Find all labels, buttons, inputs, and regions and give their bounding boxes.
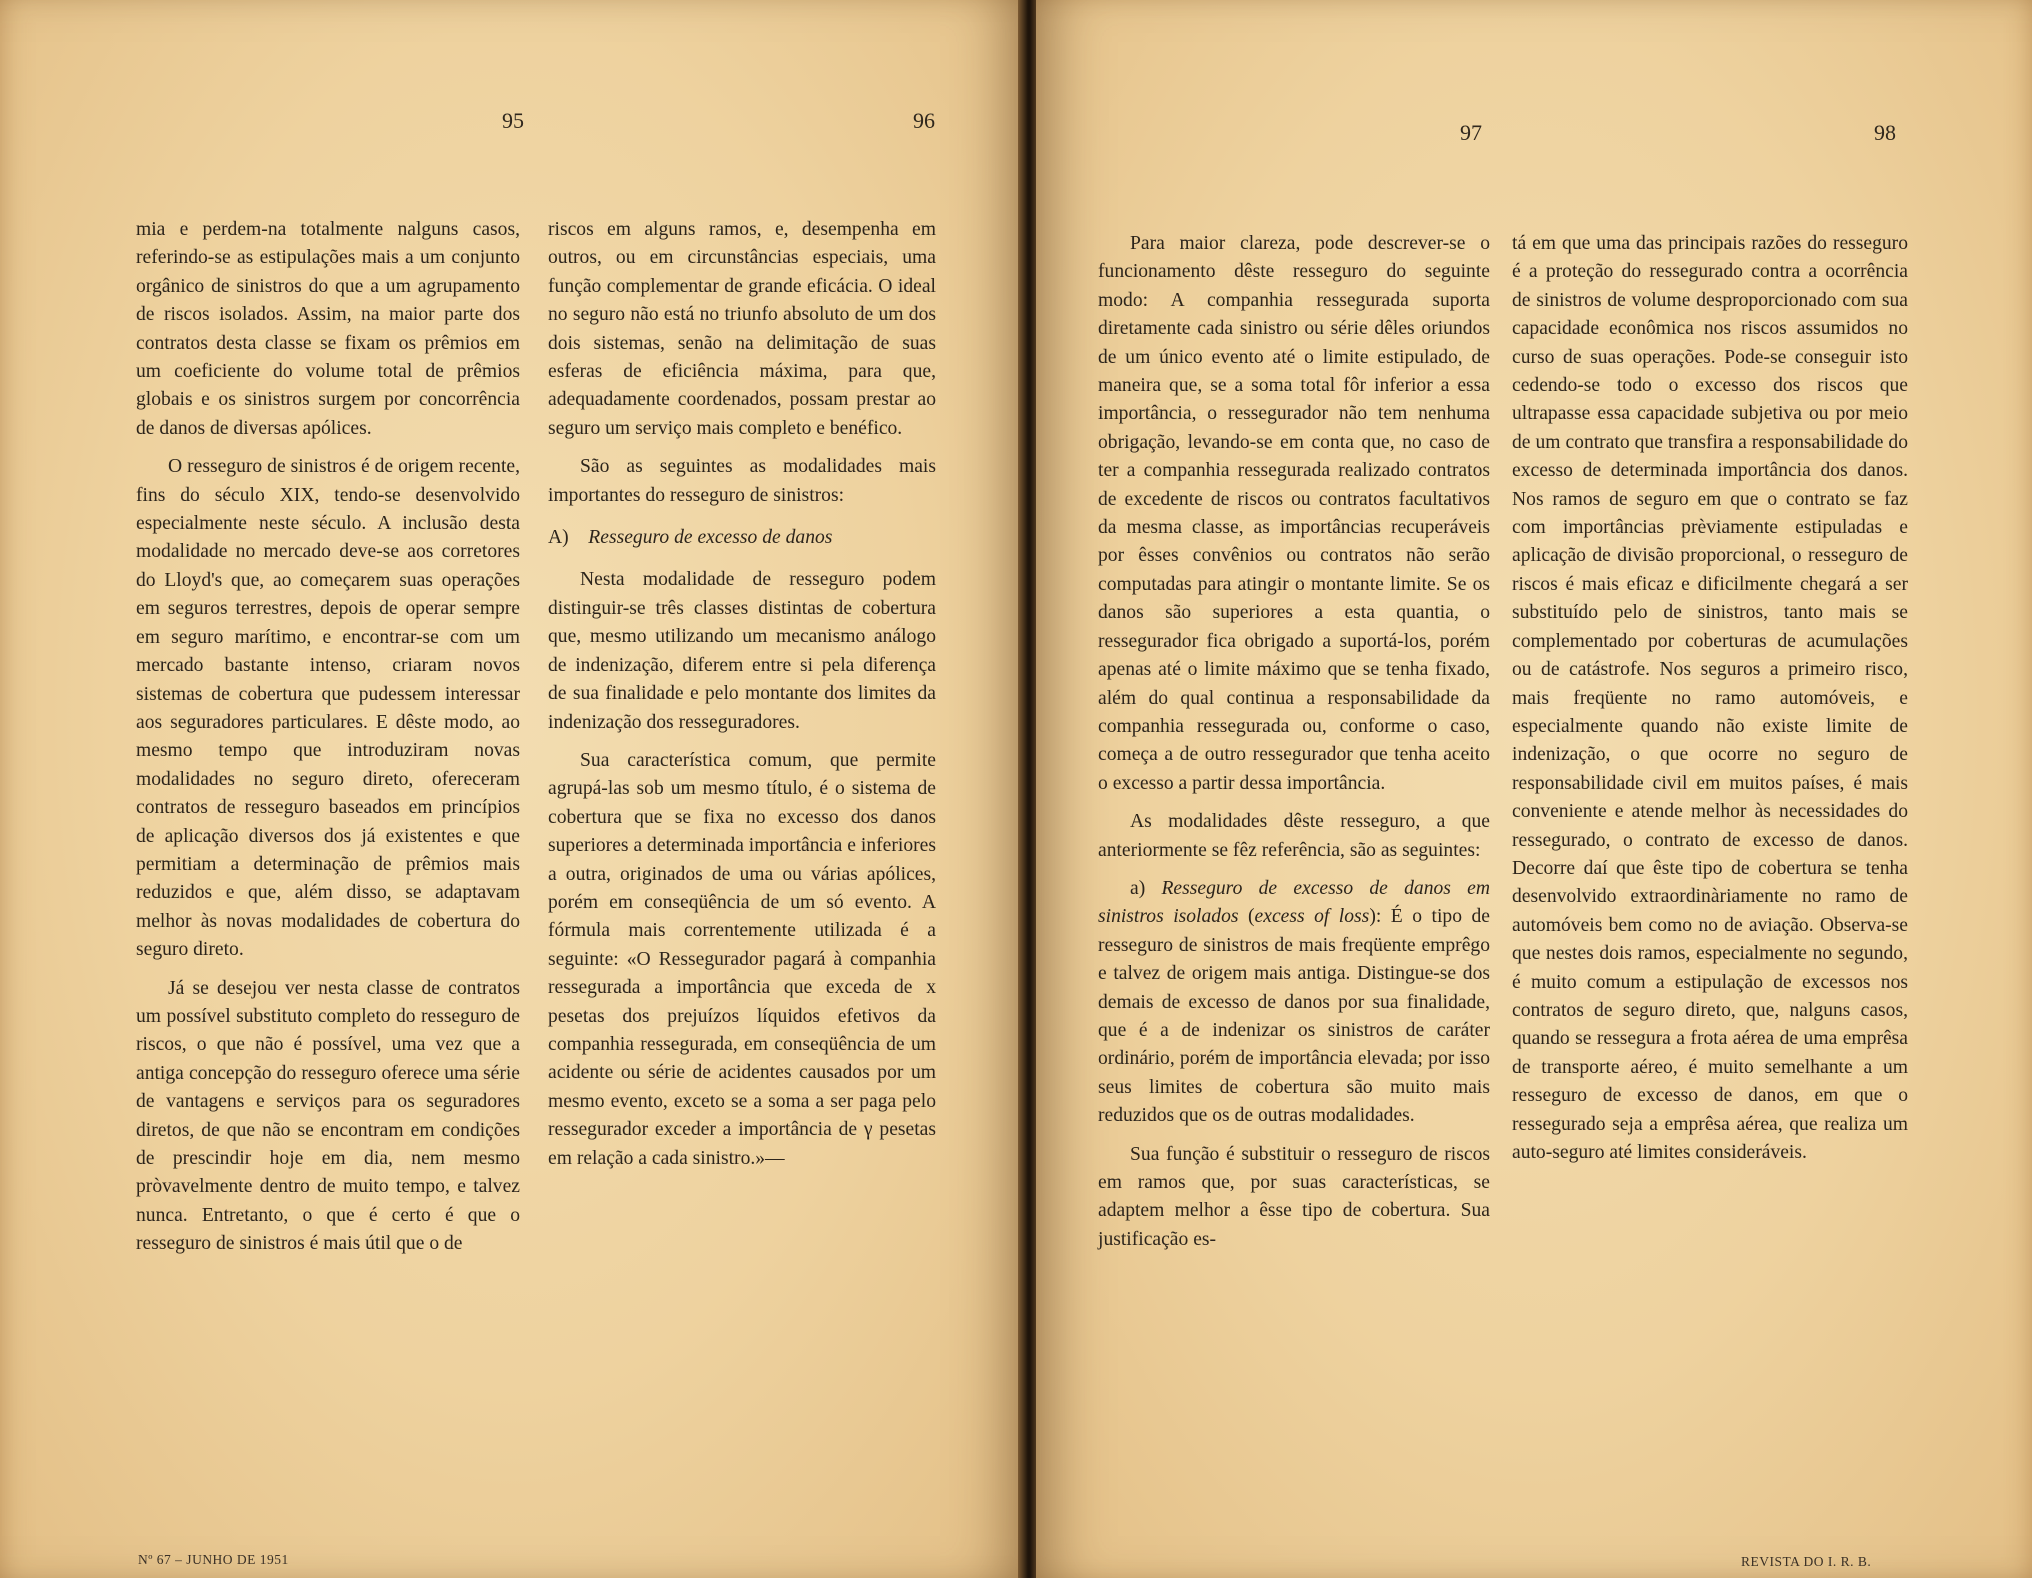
subheading-letter: A) [548,527,569,549]
paragraph: Para maior clareza, pode descrever-se o funcionamento dêste resseguro do seguinte modo: A companhia ressegurada suporta diretamente cada sinistro ou série dêles oriundos de um único evento até o limite estipulado, de maneira que, se a soma total fôr inferior a essa importância, o ressegurador não tem nenhuma obrigação, levando-se em conta que, no caso de ter a companhia ressegurada realizado contratos de excedente de riscos ou contratos facultativos da mesma classe, as importâncias recuperáveis por êsses convênios ou contratos não serão computadas para atingir o montante limite. Se os danos são superiores a esta quantia, o ressegurador fica obrigado a suportá-los, porém apenas até o limite máximo que se tenha fixado, além do qual continua a responsabilidade da companhia ressegurada ou, conforme o caso, começa a de outro ressegurador que tenha aceito o excesso a partir dessa importância. [1098,233,1490,794]
paragraph: riscos em alguns ramos, e, desempenha em outros, ou em circunstâncias especiais, uma função complementar de grande eficácia. O ideal no seguro não está no triunfo absoluto de um dos dois sistemas, senão na delimitação de suas esferas de eficiência máxima, para que, adequadamente coordenados, possam prestar ao seguro um serviço mais completo e benéfico. [548,219,936,439]
subheading-title: Resseguro de excesso de danos [588,527,833,549]
paragraph: mia e perdem-na totalmente nalguns casos, referindo-se as estipulações mais a um conjunto orgânico de sinistros do que a um agrupamento de riscos isolados. Assim, na maior parte dos contratos desta classe se fixam os prêmios em um coeficiente do volume total de prêmios globais e os sinistros surgem por concorrência de danos de diversas apólices. [136,219,520,439]
page-number-96: 96 [913,108,935,133]
page-number-98: 98 [1874,120,1896,145]
paragraph: Sua função é substituir o resseguro de riscos em ramos que, por suas características, se adaptem melhor a êsse tipo de cobertura. Sua justificação es- [1098,1143,1490,1250]
footer-issue: Nº 67 – JUNHO DE 1951 [138,1552,289,1567]
paragraph: São as seguintes as modalidades mais importantes do resseguro de sinistros: [548,456,936,506]
item-title: Resseguro de excesso de danos em sinistros isolados [1098,877,1490,928]
paragraph: As modalidades dêste resseguro, a que anteriormente se fêz referência, são as seguintes: [1098,811,1490,861]
item-letter: a) [1130,877,1146,899]
column-page-95 [136,216,520,1269]
paragraph: tá em que uma das principais razões do resseguro é a proteção do ressegurado contra a ocorrência de sinistros de volume desproporcionado com sua capacidade econômica nos riscos assumidos no curso de suas operações. Pode-se conseguir isto cedendo-se todo o excesso dos riscos que ultrapasse essa capacidade subjetiva ou por meio de um contrato que transfira a responsabilidade do excesso de determinada importância dos danos. Nos ramos de seguro em que o contrato se faz com importâncias prèviamente estipuladas e aplicação de divisão proporcional, o resseguro de riscos é mais eficaz e dificilmente chegará a ser substituído pelo de sinistros, tanto mais se complementado por coberturas de acumulações ou de catástrofe. Nos seguros a primeiro risco, mais freqüente no ramo automóveis, e especialmente quando não existe limite de indenização, o que ocorre no seguro de responsabilidade civil em muitos países, é mais conveniente e atende melhor às necessidades do ressegurado, o contrato de excesso de danos. Decorre daí que êste tipo de cobertura se tenha desenvolvido extraordinàriamente no ramo de automóveis bem como no de aviação. Observa-se que nestes dois ramos, especialmente no segundo, é muito comum a estipulação de excessos nos contratos de seguro direto, que, nalguns casos, quando se ressegura a frota aérea de uma emprêsa de transporte aéreo, é muito semelhante a um resseguro de excesso de danos, em que o ressegurado seja a emprêsa aérea, que realiza um auto-seguro até limites consideráveis. [1512,233,1908,1163]
footer-journal: REVISTA DO I. R. B. [1741,1554,1872,1569]
item-body: É o tipo de resseguro de sinistros de mais freqüente emprêgo e talvez de origem mais antiga. Distingue-se dos demais de excesso de danos por sua finalidade, que é a de indenizar os sinistros de caráter ordinário, porém de importância elevada; por isso seus limites de cobertura são muito mais reduzidos que os de outras modalidades. [1098,906,1490,1127]
item-paren-close: ): [1369,906,1382,928]
paragraph: Sua característica comum, que permite agrupá-las sob um mesmo título, é o sistema de cobertura que se fixa no excesso dos danos superiores a determinada importância e inferiores a outra, originados de uma ou várias apólices, porém em conseqüência de um só evento. A fórmula mais correntemente utilizada é a seguinte: «O Ressegurador pagará à companhia ressegurada a importância que exceda de x pesetas dos prejuízos líquidos efetivos da companhia ressegurada, em conseqüência de um acidente ou série de acidentes causados por um mesmo evento, exceto se a soma a ser paga pelo ressegurador exceder a importância de γ pesetas em relação a cada sinistro.»— [548,749,936,1169]
column-page-98 [1512,230,1908,1177]
paragraph: Já se desejou ver nesta classe de contratos um possível substituto completo do resseguro de riscos, o que não é possível, uma vez que a antiga concepção do resseguro oferece uma série de vantagens e serviços para os seguradores diretos, de que não se encontram em condições de prescindir hoje em dia, nem mesmo pròvavelmente dentro de muito tempo, e talvez nunca. Entretanto, o que é certo é que o resseguro de sinistros é mais útil que o de [136,977,520,1255]
item-english-term: excess of loss [1254,906,1370,928]
paragraph: Nesta modalidade de resseguro podem distinguir-se três classes distintas de cobertura que, mesmo utilizando um mecanismo análogo de indenização, diferem entre si pela diferença de sua finalidade e pelo montante dos limites da indenização dos resseguradores. [548,569,936,733]
subheading [548,524,936,552]
paragraph: O resseguro de sinistros é de origem recente, fins do século XIX, tendo-se desenvolvido especialmente neste século. A inclusão desta modalidade no mercado deve-se aos corretores do Lloyd's que, ao começarem suas operações em seguros terrestres, depois de operar sempre em seguro marítimo, e encontrar-se com um mercado bastante intenso, criaram novos sistemas de cobertura que pudessem interessar aos seguradores particulares. E dêste modo, ao mesmo tempo que introduziram novas modalidades no seguro direto, ofereceram contratos de resseguro baseados em princípios de aplicação diversos dos já existentes e que permitiam a determinação de prêmios mais reduzidos e que, além disso, se adaptavam melhor às novas modalidades de cobertura do seguro direto. [136,456,520,961]
column-page-96 [548,216,936,1183]
page-number-97: 97 [1460,120,1482,145]
list-item-a [1098,875,1490,1131]
right-leaf [1036,0,2032,1578]
column-page-97 [1098,230,1490,1264]
item-paren-open: ( [1248,906,1255,928]
page-number-95: 95 [502,108,524,133]
